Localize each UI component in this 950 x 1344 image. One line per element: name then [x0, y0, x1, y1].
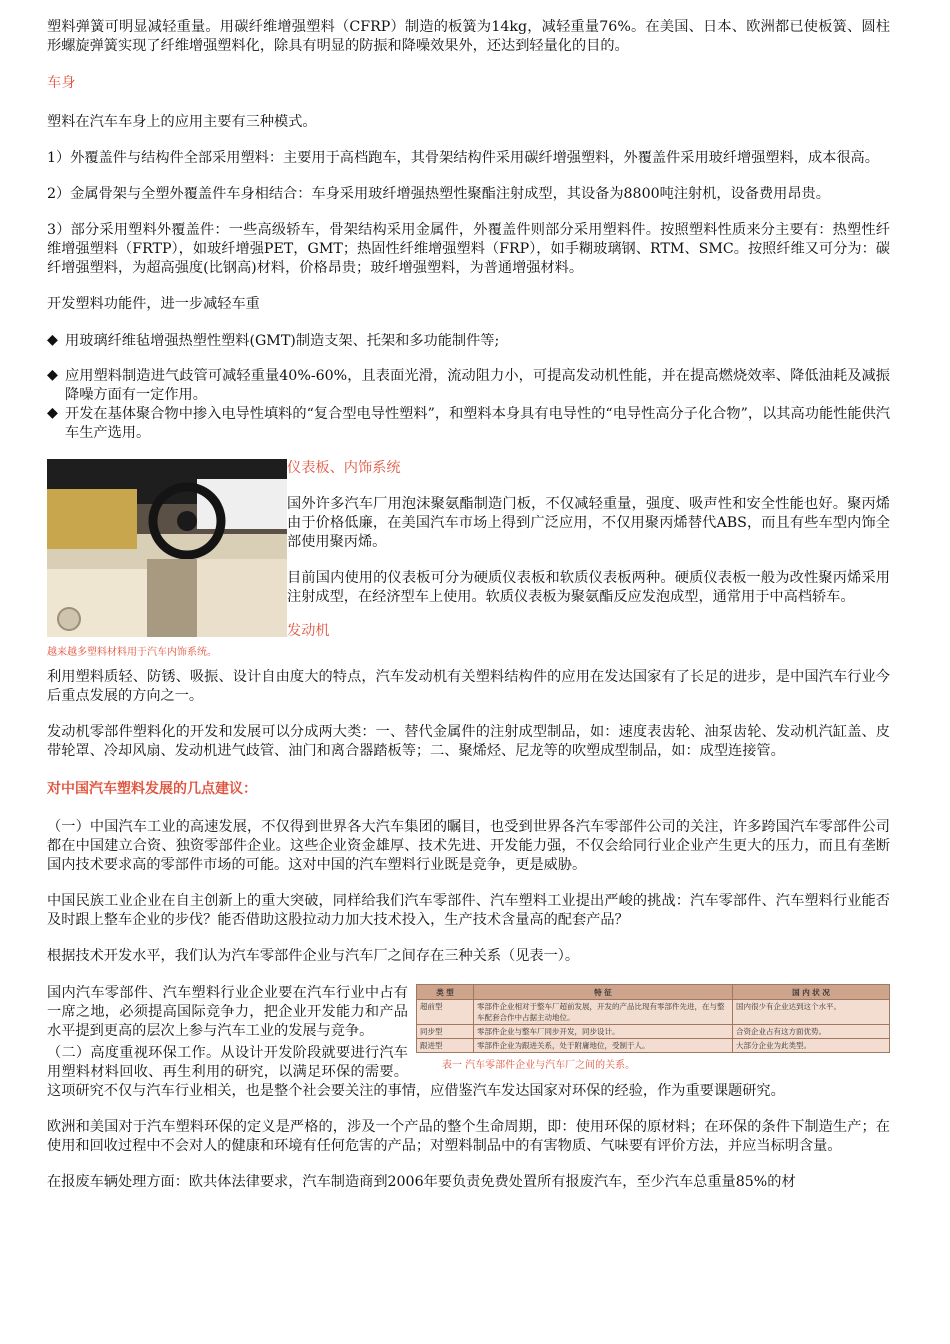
paragraph: 根据技术开发水平，我们认为汽车零部件企业与汽车厂之间存在三种关系（见表一）。	[47, 948, 580, 964]
paragraph: （二）高度重视环保工作。从设计开发阶段就要进行汽车用塑料材料回收、再生利用的研究，以满足环保的需要。这项研究不仅与汽车行业相关，也是整个社会要关注的事情，应借鉴汽车发达国家对环保的经验，作为重要课题研究。	[47, 1045, 785, 1099]
paragraph: 塑料在汽车车身上的应用主要有三种模式。	[47, 114, 317, 130]
relationship-table	[416, 984, 890, 1053]
section-heading-body: 车身	[47, 75, 76, 91]
table-row	[417, 1025, 890, 1039]
bullet-text: 用玻璃纤维毡增强热塑性塑料(GMT)制造支架、托架和多功能制件等;	[65, 333, 500, 349]
table-cell: 跟进型	[417, 1039, 474, 1053]
paragraph: 目前国内使用的仪表板可分为硬质仪表板和软质仪表板两种。硬质仪表板一般为改性聚丙烯采用注射成型，在经济型车上使用。软质仪表板为聚氨酯反应发泡成型，通常用于中高档轿车。	[287, 570, 890, 605]
bullet-item	[47, 332, 890, 351]
bullet-text: 应用塑料制造进气歧管可减轻重量40%-60%，且表面光滑，流动阻力小，可提高发动机性能，并在提高燃烧效率、降低油耗及减振降噪方面有一定作用。	[65, 368, 890, 403]
table-cell: 大部分企业为此类型。	[733, 1039, 890, 1053]
paragraph: （一）中国汽车工业的高速发展，不仅得到世界各大汽车集团的瞩目，也受到世界各汽车零部件公司的关注，许多跨国汽车零部件公司都在中国建立合资、独资零部件企业。这些企业资金雄厚、技术先进、开发能力强，不仅会给同行业企业产生更大的压力，而且有垄断国内技术要求高的零部件市场的可能。这对中国的汽车塑料行业既是竞争，更是威胁。	[47, 819, 890, 873]
paragraph: 发动机零部件塑料化的开发和发展可以分成两大类：一、替代金属件的注射成型制品，如：速度表齿轮、油泵齿轮、发动机汽缸盖、皮带轮罩、冷却风扇、发动机进气歧管、油门和离合器踏板等；二、聚烯烃、尼龙等的吹塑成型制品，如：成型连接管。	[47, 724, 890, 759]
paragraph: 国内汽车零部件、汽车塑料行业企业要在汽车行业中占有一席之地，必须提高国际竞争力，把企业开发能力和产品水平提到更高的层次上参与汽车工业的发展与竞争。	[47, 985, 408, 1039]
relationship-table-figure	[416, 984, 890, 1071]
bullet-icon: ◆	[47, 405, 58, 421]
table-cell: 零部件企业相对于整车厂超前发展，开发的产品比现有零部件先进，在与整车配套合作中占据主动地位。	[474, 1000, 733, 1025]
document-page	[47, 18, 890, 1192]
bullet-icon: ◆	[47, 367, 58, 383]
section-heading-advice: 对中国汽车塑料发展的几点建议：	[47, 781, 257, 797]
section-heading-dashboard: 仪表板、内饰系统	[287, 460, 401, 476]
table-caption: 表一 汽车零部件企业与汽车厂之间的关系。	[442, 1060, 636, 1071]
section-heading-engine: 发动机	[287, 623, 330, 639]
table-cell: 零部件企业与整车厂同步开发，同步设计。	[474, 1025, 733, 1039]
paragraph: 3）部分采用塑料外覆盖件：一些高级轿车，骨架结构采用金属件，外覆盖件则部分采用塑料件。按照塑料性质来分主要有：热塑性纤维增强塑料（FRTP），如玻纤增强PET，GMT；热固性纤维增强塑料（FRP），如手糊玻璃钢、RTM、SMC。按照纤维又可分为：碳纤增强塑料，为超高强度(比钢高)材料，价格昂贵；玻纤增强塑料，为普通增强材料。	[47, 222, 890, 276]
bullet-item	[47, 367, 890, 405]
paragraph: 1）外覆盖件与结构件全部采用塑料：主要用于高档跑车，其骨架结构件采用碳纤增强塑料，外覆盖件采用玻纤增强塑料，成本很高。	[47, 150, 879, 166]
paragraph: 欧洲和美国对于汽车塑料环保的定义是严格的，涉及一个产品的整个生命周期，即：使用环保的原材料；在环保的条件下制造生产；在使用和回收过程中不会对人的健康和环境有任何危害的产品；对塑料制品中的有害物质、气味要有评价方法，并应当标明含量。	[47, 1119, 890, 1154]
table-row	[417, 1039, 890, 1053]
paragraph: 利用塑料质轻、防锈、吸振、设计自由度大的特点，汽车发动机有关塑料结构件的应用在发达国家有了长足的进步，是中国汽车行业今后重点发展的方向之一。	[47, 669, 890, 704]
bullet-icon: ◆	[47, 332, 58, 348]
car-interior-image	[47, 459, 287, 637]
bullet-text: 开发在基体聚合物中掺入电导性填料的“复合型电导性塑料”，和塑料本身具有电导性的“电导性高分子化合物”，以其高功能性能供汽车生产选用。	[65, 406, 890, 441]
paragraph: 国外许多汽车厂用泡沫聚氨酯制造门板，不仅减轻重量，强度、吸声性和安全性能也好。聚丙烯由于价格低廉，在美国汽车市场上得到广泛应用，不仅用聚丙烯替代ABS，而且有些车型内饰全部使用聚丙烯。	[287, 496, 890, 550]
paragraph: 塑料弹簧可明显减轻重量。用碳纤维增强塑料（CFRP）制造的板簧为14kg，减轻重量76%。在美国、日本、欧洲都已使板簧、圆柱形螺旋弹簧实现了纤维增强塑料化，除具有明显的防振和降噪效果外，还达到轻量化的目的。	[47, 19, 890, 54]
table-cell: 合资企业占有这方面优势。	[733, 1025, 890, 1039]
table-cell: 国内很少有企业达到这个水平。	[733, 1000, 890, 1025]
paragraph: 2）金属骨架与全塑外覆盖件车身相结合：车身采用玻纤增强热塑性聚酯注射成型，其设备为8800吨注射机，设备费用昂贵。	[47, 186, 830, 202]
paragraph: 开发塑料功能件，进一步减轻车重	[47, 296, 260, 312]
table-header: 类 型	[417, 985, 474, 1000]
paragraph: 在报废车辆处理方面：欧共体法律要求，汽车制造商到2006年要负责免费处置所有报废汽车，至少汽车总重量85%的材	[47, 1174, 796, 1190]
paragraph: 中国民族工业企业在自主创新上的重大突破，同样给我们汽车零部件、汽车塑料工业提出严峻的挑战：汽车零部件、汽车塑料行业能否及时跟上整车企业的步伐？能否借助这股拉动力加大技术投入，生产技术含量高的配套产品？	[47, 893, 890, 928]
table-cell: 超前型	[417, 1000, 474, 1025]
table-row	[417, 1000, 890, 1025]
table-cell: 同步型	[417, 1025, 474, 1039]
table-cell: 零部件企业为跟进关系，处于附庸地位，受制于人。	[474, 1039, 733, 1053]
table-header: 特 征	[474, 985, 733, 1000]
bullet-item	[47, 405, 890, 443]
table-header: 国 内 状 况	[733, 985, 890, 1000]
interior-figure	[47, 459, 287, 658]
image-caption: 越来越多塑料材料用于汽车内饰系统。	[47, 647, 217, 658]
